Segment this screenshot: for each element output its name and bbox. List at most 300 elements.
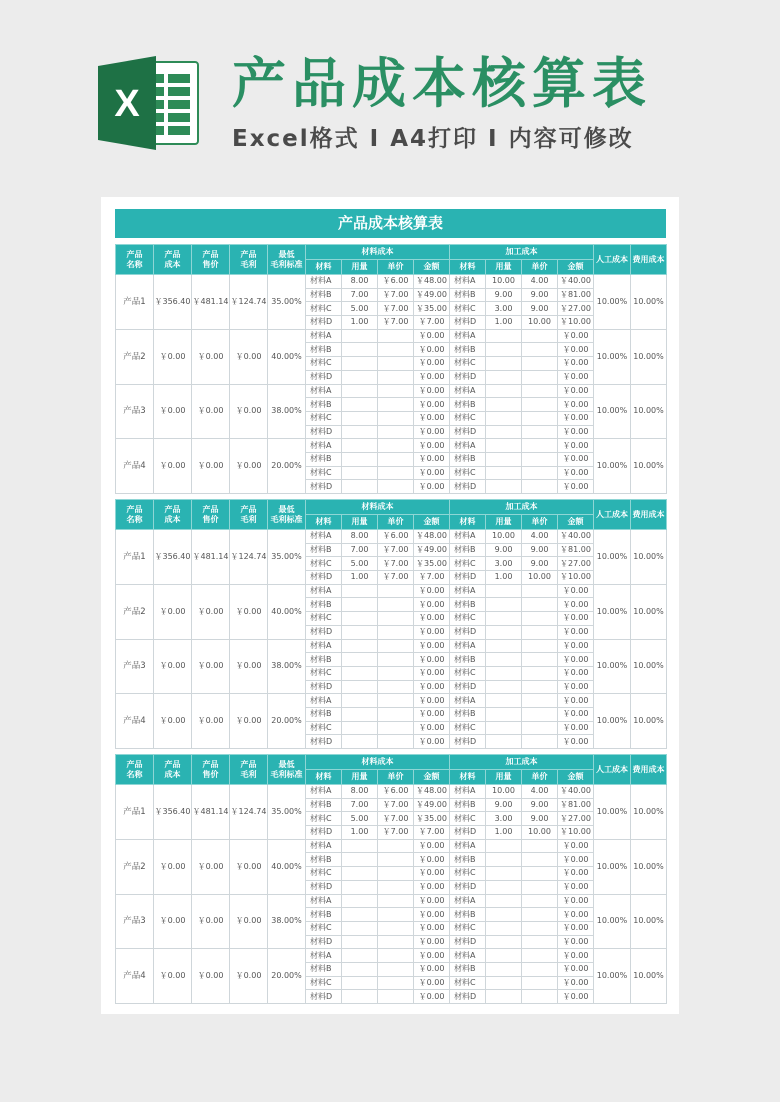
material-qty-cell[interactable] — [342, 343, 378, 357]
process-name-cell[interactable]: 材料A — [450, 384, 486, 398]
material-qty-cell[interactable]: 1.00 — [342, 826, 378, 840]
material-price-cell[interactable]: ￥7.00 — [378, 812, 414, 826]
material-name-cell[interactable]: 材料C — [306, 721, 342, 735]
process-amount-cell[interactable]: ￥0.00 — [558, 439, 594, 453]
process-price-cell[interactable]: 10.00 — [522, 826, 558, 840]
process-qty-cell[interactable] — [486, 357, 522, 371]
process-name-cell[interactable]: 材料C — [450, 812, 486, 826]
product-price-cell[interactable]: ￥481.14 — [192, 275, 230, 330]
material-qty-cell[interactable] — [342, 466, 378, 480]
process-amount-cell[interactable]: ￥0.00 — [558, 480, 594, 494]
process-name-cell[interactable]: 材料A — [450, 329, 486, 343]
product-cost-cell[interactable]: ￥356.40 — [154, 530, 192, 585]
process-amount-cell[interactable]: ￥0.00 — [558, 357, 594, 371]
product-profit-cell[interactable]: ￥0.00 — [230, 839, 268, 894]
process-qty-cell[interactable] — [486, 452, 522, 466]
material-name-cell[interactable]: 材料A — [306, 329, 342, 343]
process-name-cell[interactable]: 材料C — [450, 721, 486, 735]
material-price-cell[interactable] — [378, 653, 414, 667]
process-name-cell[interactable]: 材料D — [450, 880, 486, 894]
process-qty-cell[interactable]: 3.00 — [486, 557, 522, 571]
process-qty-cell[interactable] — [486, 612, 522, 626]
material-amount-cell[interactable]: ￥0.00 — [414, 935, 450, 949]
process-price-cell[interactable]: 9.00 — [522, 302, 558, 316]
product-cost-cell[interactable]: ￥0.00 — [154, 584, 192, 639]
product-cost-cell[interactable]: ￥356.40 — [154, 275, 192, 330]
process-qty-cell[interactable] — [486, 584, 522, 598]
process-qty-cell[interactable] — [486, 398, 522, 412]
material-price-cell[interactable] — [378, 894, 414, 908]
material-name-cell[interactable]: 材料B — [306, 398, 342, 412]
material-amount-cell[interactable]: ￥0.00 — [414, 639, 450, 653]
process-price-cell[interactable] — [522, 962, 558, 976]
material-amount-cell[interactable]: ￥0.00 — [414, 735, 450, 749]
material-price-cell[interactable] — [378, 411, 414, 425]
material-qty-cell[interactable] — [342, 357, 378, 371]
expense-cost-cell[interactable]: 10.00% — [631, 949, 667, 1004]
product-profit-cell[interactable]: ￥0.00 — [230, 894, 268, 949]
material-price-cell[interactable]: ￥7.00 — [378, 826, 414, 840]
material-qty-cell[interactable] — [342, 370, 378, 384]
product-price-cell[interactable]: ￥0.00 — [192, 329, 230, 384]
material-amount-cell[interactable]: ￥0.00 — [414, 370, 450, 384]
process-amount-cell[interactable]: ￥0.00 — [558, 694, 594, 708]
material-amount-cell[interactable]: ￥0.00 — [414, 694, 450, 708]
process-qty-cell[interactable] — [486, 343, 522, 357]
product-cost-cell[interactable]: ￥0.00 — [154, 894, 192, 949]
labor-cost-cell[interactable]: 10.00% — [594, 275, 631, 330]
process-amount-cell[interactable]: ￥0.00 — [558, 452, 594, 466]
product-name-cell[interactable]: 产品3 — [116, 639, 154, 694]
product-price-cell[interactable]: ￥0.00 — [192, 894, 230, 949]
material-amount-cell[interactable]: ￥0.00 — [414, 921, 450, 935]
process-qty-cell[interactable] — [486, 990, 522, 1004]
process-price-cell[interactable] — [522, 867, 558, 881]
min-margin-cell[interactable]: 35.00% — [268, 785, 306, 840]
process-price-cell[interactable] — [522, 439, 558, 453]
process-price-cell[interactable] — [522, 370, 558, 384]
min-margin-cell[interactable]: 38.00% — [268, 384, 306, 439]
labor-cost-cell[interactable]: 10.00% — [594, 839, 631, 894]
expense-cost-cell[interactable]: 10.00% — [631, 530, 667, 585]
material-name-cell[interactable]: 材料D — [306, 735, 342, 749]
process-qty-cell[interactable] — [486, 721, 522, 735]
process-qty-cell[interactable]: 9.00 — [486, 798, 522, 812]
process-amount-cell[interactable]: ￥0.00 — [558, 653, 594, 667]
process-name-cell[interactable]: 材料A — [450, 894, 486, 908]
process-amount-cell[interactable]: ￥27.00 — [558, 812, 594, 826]
material-amount-cell[interactable]: ￥0.00 — [414, 707, 450, 721]
product-profit-cell[interactable]: ￥0.00 — [230, 439, 268, 494]
material-price-cell[interactable] — [378, 962, 414, 976]
material-name-cell[interactable]: 材料C — [306, 812, 342, 826]
material-price-cell[interactable] — [378, 721, 414, 735]
process-qty-cell[interactable] — [486, 425, 522, 439]
process-price-cell[interactable]: 4.00 — [522, 530, 558, 544]
material-name-cell[interactable]: 材料A — [306, 839, 342, 853]
process-qty-cell[interactable] — [486, 976, 522, 990]
process-price-cell[interactable] — [522, 639, 558, 653]
material-qty-cell[interactable] — [342, 721, 378, 735]
product-cost-cell[interactable]: ￥0.00 — [154, 329, 192, 384]
process-name-cell[interactable]: 材料D — [450, 625, 486, 639]
material-name-cell[interactable]: 材料B — [306, 962, 342, 976]
material-amount-cell[interactable]: ￥49.00 — [414, 798, 450, 812]
product-price-cell[interactable]: ￥0.00 — [192, 839, 230, 894]
product-profit-cell[interactable]: ￥0.00 — [230, 694, 268, 749]
product-cost-cell[interactable]: ￥0.00 — [154, 694, 192, 749]
process-qty-cell[interactable] — [486, 949, 522, 963]
process-name-cell[interactable]: 材料A — [450, 949, 486, 963]
labor-cost-cell[interactable]: 10.00% — [594, 694, 631, 749]
process-qty-cell[interactable] — [486, 735, 522, 749]
material-name-cell[interactable]: 材料C — [306, 921, 342, 935]
min-margin-cell[interactable]: 35.00% — [268, 530, 306, 585]
process-qty-cell[interactable] — [486, 598, 522, 612]
labor-cost-cell[interactable]: 10.00% — [594, 530, 631, 585]
process-amount-cell[interactable]: ￥0.00 — [558, 680, 594, 694]
material-amount-cell[interactable]: ￥0.00 — [414, 584, 450, 598]
material-amount-cell[interactable]: ￥0.00 — [414, 867, 450, 881]
material-name-cell[interactable]: 材料B — [306, 798, 342, 812]
material-name-cell[interactable]: 材料B — [306, 853, 342, 867]
process-qty-cell[interactable] — [486, 329, 522, 343]
product-profit-cell[interactable]: ￥124.74 — [230, 530, 268, 585]
process-price-cell[interactable] — [522, 949, 558, 963]
material-name-cell[interactable]: 材料A — [306, 530, 342, 544]
material-name-cell[interactable]: 材料C — [306, 557, 342, 571]
process-price-cell[interactable] — [522, 584, 558, 598]
material-amount-cell[interactable]: ￥0.00 — [414, 880, 450, 894]
material-price-cell[interactable] — [378, 908, 414, 922]
process-name-cell[interactable]: 材料C — [450, 411, 486, 425]
process-qty-cell[interactable] — [486, 439, 522, 453]
process-name-cell[interactable]: 材料C — [450, 976, 486, 990]
material-name-cell[interactable]: 材料C — [306, 357, 342, 371]
process-qty-cell[interactable] — [486, 908, 522, 922]
product-price-cell[interactable]: ￥0.00 — [192, 639, 230, 694]
process-name-cell[interactable]: 材料B — [450, 598, 486, 612]
product-profit-cell[interactable]: ￥0.00 — [230, 949, 268, 1004]
material-name-cell[interactable]: 材料A — [306, 694, 342, 708]
process-qty-cell[interactable] — [486, 666, 522, 680]
material-name-cell[interactable]: 材料B — [306, 707, 342, 721]
process-amount-cell[interactable]: ￥0.00 — [558, 949, 594, 963]
product-name-cell[interactable]: 产品2 — [116, 839, 154, 894]
material-qty-cell[interactable] — [342, 439, 378, 453]
material-name-cell[interactable]: 材料A — [306, 584, 342, 598]
material-qty-cell[interactable] — [342, 894, 378, 908]
material-price-cell[interactable] — [378, 694, 414, 708]
material-qty-cell[interactable]: 1.00 — [342, 571, 378, 585]
material-qty-cell[interactable] — [342, 935, 378, 949]
process-name-cell[interactable]: 材料D — [450, 826, 486, 840]
process-price-cell[interactable] — [522, 466, 558, 480]
process-price-cell[interactable] — [522, 707, 558, 721]
process-amount-cell[interactable]: ￥10.00 — [558, 316, 594, 330]
material-amount-cell[interactable]: ￥0.00 — [414, 653, 450, 667]
material-price-cell[interactable] — [378, 584, 414, 598]
product-profit-cell[interactable]: ￥0.00 — [230, 329, 268, 384]
min-margin-cell[interactable]: 20.00% — [268, 949, 306, 1004]
process-amount-cell[interactable]: ￥0.00 — [558, 707, 594, 721]
process-name-cell[interactable]: 材料D — [450, 425, 486, 439]
material-price-cell[interactable] — [378, 867, 414, 881]
labor-cost-cell[interactable]: 10.00% — [594, 384, 631, 439]
material-price-cell[interactable]: ￥7.00 — [378, 316, 414, 330]
material-qty-cell[interactable] — [342, 735, 378, 749]
material-name-cell[interactable]: 材料C — [306, 466, 342, 480]
material-price-cell[interactable]: ￥6.00 — [378, 530, 414, 544]
material-price-cell[interactable]: ￥7.00 — [378, 798, 414, 812]
process-amount-cell[interactable]: ￥0.00 — [558, 384, 594, 398]
process-qty-cell[interactable]: 9.00 — [486, 543, 522, 557]
product-cost-cell[interactable]: ￥0.00 — [154, 439, 192, 494]
product-cost-cell[interactable]: ￥0.00 — [154, 949, 192, 1004]
process-name-cell[interactable]: 材料A — [450, 439, 486, 453]
product-price-cell[interactable]: ￥0.00 — [192, 694, 230, 749]
material-amount-cell[interactable]: ￥0.00 — [414, 329, 450, 343]
material-amount-cell[interactable]: ￥0.00 — [414, 398, 450, 412]
material-price-cell[interactable] — [378, 949, 414, 963]
process-price-cell[interactable] — [522, 625, 558, 639]
process-name-cell[interactable]: 材料C — [450, 466, 486, 480]
material-price-cell[interactable]: ￥7.00 — [378, 288, 414, 302]
process-price-cell[interactable] — [522, 598, 558, 612]
material-name-cell[interactable]: 材料D — [306, 680, 342, 694]
process-name-cell[interactable]: 材料D — [450, 370, 486, 384]
material-amount-cell[interactable]: ￥0.00 — [414, 625, 450, 639]
process-amount-cell[interactable]: ￥0.00 — [558, 666, 594, 680]
product-profit-cell[interactable]: ￥0.00 — [230, 584, 268, 639]
product-cost-cell[interactable]: ￥356.40 — [154, 785, 192, 840]
process-price-cell[interactable] — [522, 480, 558, 494]
process-qty-cell[interactable]: 3.00 — [486, 302, 522, 316]
material-qty-cell[interactable] — [342, 625, 378, 639]
process-name-cell[interactable]: 材料C — [450, 921, 486, 935]
process-price-cell[interactable]: 9.00 — [522, 543, 558, 557]
process-qty-cell[interactable]: 1.00 — [486, 571, 522, 585]
material-name-cell[interactable]: 材料D — [306, 990, 342, 1004]
process-amount-cell[interactable]: ￥27.00 — [558, 302, 594, 316]
material-amount-cell[interactable]: ￥0.00 — [414, 680, 450, 694]
material-price-cell[interactable]: ￥7.00 — [378, 302, 414, 316]
material-amount-cell[interactable]: ￥0.00 — [414, 598, 450, 612]
process-qty-cell[interactable] — [486, 466, 522, 480]
material-name-cell[interactable]: 材料A — [306, 785, 342, 799]
material-amount-cell[interactable]: ￥0.00 — [414, 894, 450, 908]
process-amount-cell[interactable]: ￥0.00 — [558, 584, 594, 598]
labor-cost-cell[interactable]: 10.00% — [594, 894, 631, 949]
material-name-cell[interactable]: 材料C — [306, 976, 342, 990]
material-qty-cell[interactable] — [342, 612, 378, 626]
process-price-cell[interactable] — [522, 908, 558, 922]
material-qty-cell[interactable]: 5.00 — [342, 302, 378, 316]
min-margin-cell[interactable]: 40.00% — [268, 329, 306, 384]
material-price-cell[interactable] — [378, 598, 414, 612]
process-price-cell[interactable] — [522, 343, 558, 357]
material-amount-cell[interactable]: ￥0.00 — [414, 343, 450, 357]
process-price-cell[interactable]: 10.00 — [522, 571, 558, 585]
process-price-cell[interactable] — [522, 357, 558, 371]
process-qty-cell[interactable] — [486, 625, 522, 639]
product-name-cell[interactable]: 产品4 — [116, 694, 154, 749]
process-amount-cell[interactable]: ￥0.00 — [558, 867, 594, 881]
process-qty-cell[interactable]: 1.00 — [486, 316, 522, 330]
process-qty-cell[interactable] — [486, 880, 522, 894]
material-name-cell[interactable]: 材料B — [306, 653, 342, 667]
material-qty-cell[interactable] — [342, 398, 378, 412]
material-name-cell[interactable]: 材料D — [306, 571, 342, 585]
material-price-cell[interactable] — [378, 735, 414, 749]
material-price-cell[interactable]: ￥6.00 — [378, 785, 414, 799]
material-amount-cell[interactable]: ￥48.00 — [414, 785, 450, 799]
material-amount-cell[interactable]: ￥0.00 — [414, 452, 450, 466]
material-price-cell[interactable] — [378, 921, 414, 935]
material-amount-cell[interactable]: ￥0.00 — [414, 384, 450, 398]
material-qty-cell[interactable] — [342, 666, 378, 680]
material-price-cell[interactable] — [378, 680, 414, 694]
min-margin-cell[interactable]: 35.00% — [268, 275, 306, 330]
process-name-cell[interactable]: 材料A — [450, 530, 486, 544]
material-amount-cell[interactable]: ￥0.00 — [414, 357, 450, 371]
process-qty-cell[interactable] — [486, 370, 522, 384]
process-qty-cell[interactable]: 9.00 — [486, 288, 522, 302]
process-name-cell[interactable]: 材料C — [450, 867, 486, 881]
material-price-cell[interactable] — [378, 625, 414, 639]
process-price-cell[interactable] — [522, 666, 558, 680]
material-price-cell[interactable] — [378, 639, 414, 653]
process-name-cell[interactable]: 材料C — [450, 612, 486, 626]
process-amount-cell[interactable]: ￥0.00 — [558, 721, 594, 735]
labor-cost-cell[interactable]: 10.00% — [594, 785, 631, 840]
labor-cost-cell[interactable]: 10.00% — [594, 584, 631, 639]
min-margin-cell[interactable]: 38.00% — [268, 894, 306, 949]
material-price-cell[interactable] — [378, 976, 414, 990]
process-price-cell[interactable] — [522, 329, 558, 343]
process-amount-cell[interactable]: ￥0.00 — [558, 880, 594, 894]
material-price-cell[interactable] — [378, 707, 414, 721]
material-price-cell[interactable]: ￥7.00 — [378, 571, 414, 585]
product-name-cell[interactable]: 产品1 — [116, 275, 154, 330]
process-price-cell[interactable] — [522, 853, 558, 867]
product-price-cell[interactable]: ￥0.00 — [192, 949, 230, 1004]
process-price-cell[interactable] — [522, 411, 558, 425]
material-qty-cell[interactable] — [342, 653, 378, 667]
material-qty-cell[interactable]: 7.00 — [342, 798, 378, 812]
process-qty-cell[interactable] — [486, 707, 522, 721]
material-name-cell[interactable]: 材料A — [306, 949, 342, 963]
process-name-cell[interactable]: 材料B — [450, 962, 486, 976]
process-amount-cell[interactable]: ￥81.00 — [558, 543, 594, 557]
process-qty-cell[interactable] — [486, 639, 522, 653]
process-qty-cell[interactable] — [486, 921, 522, 935]
material-amount-cell[interactable]: ￥7.00 — [414, 571, 450, 585]
process-price-cell[interactable]: 9.00 — [522, 812, 558, 826]
material-qty-cell[interactable]: 1.00 — [342, 316, 378, 330]
material-qty-cell[interactable] — [342, 411, 378, 425]
process-name-cell[interactable]: 材料B — [450, 853, 486, 867]
process-qty-cell[interactable] — [486, 935, 522, 949]
product-name-cell[interactable]: 产品3 — [116, 384, 154, 439]
material-amount-cell[interactable]: ￥0.00 — [414, 439, 450, 453]
expense-cost-cell[interactable]: 10.00% — [631, 894, 667, 949]
process-price-cell[interactable]: 4.00 — [522, 275, 558, 289]
product-name-cell[interactable]: 产品4 — [116, 439, 154, 494]
expense-cost-cell[interactable]: 10.00% — [631, 384, 667, 439]
process-amount-cell[interactable]: ￥27.00 — [558, 557, 594, 571]
material-qty-cell[interactable] — [342, 694, 378, 708]
material-qty-cell[interactable] — [342, 639, 378, 653]
material-name-cell[interactable]: 材料C — [306, 411, 342, 425]
material-name-cell[interactable]: 材料D — [306, 826, 342, 840]
material-name-cell[interactable]: 材料B — [306, 543, 342, 557]
process-amount-cell[interactable]: ￥0.00 — [558, 329, 594, 343]
process-qty-cell[interactable] — [486, 680, 522, 694]
process-name-cell[interactable]: 材料D — [450, 735, 486, 749]
material-qty-cell[interactable] — [342, 949, 378, 963]
product-price-cell[interactable]: ￥0.00 — [192, 584, 230, 639]
product-name-cell[interactable]: 产品4 — [116, 949, 154, 1004]
material-price-cell[interactable] — [378, 398, 414, 412]
material-amount-cell[interactable]: ￥0.00 — [414, 949, 450, 963]
material-qty-cell[interactable] — [342, 598, 378, 612]
material-name-cell[interactable]: 材料D — [306, 370, 342, 384]
material-qty-cell[interactable] — [342, 584, 378, 598]
product-name-cell[interactable]: 产品3 — [116, 894, 154, 949]
process-qty-cell[interactable]: 3.00 — [486, 812, 522, 826]
material-amount-cell[interactable]: ￥35.00 — [414, 302, 450, 316]
material-price-cell[interactable] — [378, 990, 414, 1004]
material-amount-cell[interactable]: ￥0.00 — [414, 425, 450, 439]
expense-cost-cell[interactable]: 10.00% — [631, 785, 667, 840]
material-amount-cell[interactable]: ￥0.00 — [414, 411, 450, 425]
material-qty-cell[interactable] — [342, 329, 378, 343]
material-price-cell[interactable] — [378, 384, 414, 398]
process-price-cell[interactable] — [522, 425, 558, 439]
process-price-cell[interactable] — [522, 694, 558, 708]
material-price-cell[interactable] — [378, 343, 414, 357]
process-price-cell[interactable] — [522, 935, 558, 949]
material-amount-cell[interactable]: ￥0.00 — [414, 839, 450, 853]
material-price-cell[interactable] — [378, 329, 414, 343]
expense-cost-cell[interactable]: 10.00% — [631, 584, 667, 639]
process-price-cell[interactable] — [522, 894, 558, 908]
process-amount-cell[interactable]: ￥0.00 — [558, 908, 594, 922]
process-amount-cell[interactable]: ￥81.00 — [558, 288, 594, 302]
process-price-cell[interactable] — [522, 384, 558, 398]
process-name-cell[interactable]: 材料C — [450, 302, 486, 316]
material-name-cell[interactable]: 材料D — [306, 480, 342, 494]
process-amount-cell[interactable]: ￥0.00 — [558, 612, 594, 626]
process-amount-cell[interactable]: ￥0.00 — [558, 425, 594, 439]
process-price-cell[interactable] — [522, 398, 558, 412]
process-amount-cell[interactable]: ￥40.00 — [558, 275, 594, 289]
process-name-cell[interactable]: 材料C — [450, 666, 486, 680]
process-qty-cell[interactable] — [486, 653, 522, 667]
material-amount-cell[interactable]: ￥0.00 — [414, 480, 450, 494]
material-amount-cell[interactable]: ￥0.00 — [414, 962, 450, 976]
process-name-cell[interactable]: 材料B — [450, 707, 486, 721]
material-amount-cell[interactable]: ￥48.00 — [414, 275, 450, 289]
process-amount-cell[interactable]: ￥0.00 — [558, 598, 594, 612]
material-name-cell[interactable]: 材料D — [306, 316, 342, 330]
material-amount-cell[interactable]: ￥35.00 — [414, 812, 450, 826]
product-price-cell[interactable]: ￥481.14 — [192, 785, 230, 840]
expense-cost-cell[interactable]: 10.00% — [631, 639, 667, 694]
material-price-cell[interactable] — [378, 853, 414, 867]
material-name-cell[interactable]: 材料B — [306, 908, 342, 922]
